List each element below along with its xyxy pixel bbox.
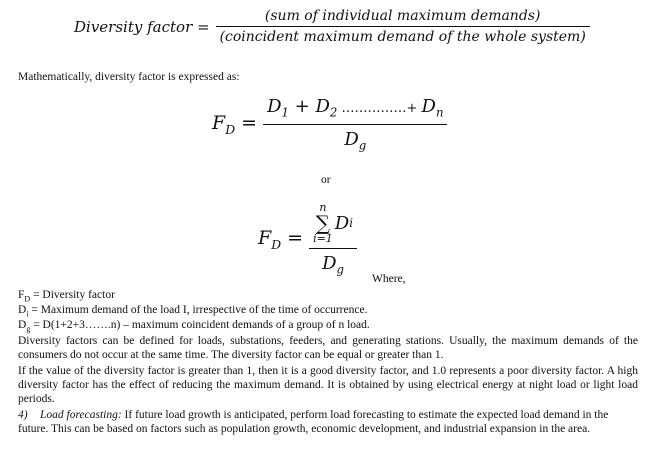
eq2-lhs-sub: D bbox=[271, 237, 282, 252]
eq2-equals: = bbox=[287, 226, 304, 249]
legend-text: = D(1+2+3…….n) – maximum coincident demands of a group of n load. bbox=[30, 319, 370, 331]
eq2-numerator bbox=[309, 202, 357, 248]
list-item-number: 4) bbox=[18, 409, 28, 421]
paragraph-good-diversity: If the value of the diversity factor is greater than 1, then it is a good diversity factor, and 1.0 represents a poor diversity factor. A high diversity factor has the effect of reducing the maximum demand. It is obtained by using electrical energy at night load or light load periods. bbox=[18, 365, 638, 405]
eq1-dots: ……………+ bbox=[337, 101, 422, 116]
eq2-fraction bbox=[309, 202, 357, 277]
eq1-equals: = bbox=[241, 111, 258, 134]
legend-dg bbox=[18, 319, 370, 335]
eq1-plus: + bbox=[288, 96, 316, 117]
legend-symbol: D bbox=[18, 319, 27, 331]
eq2-sum-upper: n bbox=[319, 201, 327, 214]
legend-symbol: D bbox=[18, 304, 27, 316]
eq1-dg-sub: g bbox=[358, 138, 367, 153]
eq1-d2: D bbox=[315, 96, 330, 117]
legend-fd bbox=[18, 289, 115, 305]
sigma-icon: ∑ bbox=[315, 211, 331, 235]
eq2-term-sub: i bbox=[349, 216, 353, 230]
equation-1 bbox=[212, 96, 447, 152]
eq2-denominator bbox=[318, 249, 348, 277]
list-item-lead: Load forecasting: bbox=[40, 409, 122, 421]
eq1-lhs-sub: D bbox=[225, 122, 236, 137]
eq1-dn-sub: n bbox=[435, 105, 444, 120]
eq2-summation bbox=[313, 202, 333, 244]
legend-sub: i bbox=[26, 309, 29, 319]
eq1-d2-sub: 2 bbox=[329, 105, 338, 120]
diversity-factor-formula bbox=[74, 8, 590, 45]
eq1-dg: D bbox=[344, 128, 359, 150]
list-item-load-forecasting bbox=[18, 408, 638, 436]
eq2-term: D bbox=[334, 212, 350, 234]
legend-text: = Maximum demand of the load I, irrespective of the time of occurrence. bbox=[28, 304, 368, 316]
legend-di bbox=[18, 304, 367, 320]
or-text: or bbox=[321, 174, 331, 186]
formula-numerator: (sum of individual maximum demands) bbox=[264, 8, 541, 24]
eq2-lhs bbox=[258, 227, 303, 252]
legend-symbol: F bbox=[18, 289, 25, 301]
legend-sub: D bbox=[24, 294, 31, 304]
legend-sub: g bbox=[26, 324, 31, 334]
eq1-denominator bbox=[340, 125, 370, 153]
eq1-numerator bbox=[263, 96, 447, 124]
where-text: Where, bbox=[372, 273, 406, 285]
formula-lhs: Diversity factor = bbox=[74, 17, 210, 36]
eq1-d1-sub: 1 bbox=[281, 105, 289, 120]
formula-fraction bbox=[216, 8, 590, 45]
list-item-text: If future load growth is anticipated, perform load forecasting to estimate the expected load demand in the future. This can be based on factors such as population growth, economic development, and industrial expansion in the area. bbox=[18, 409, 609, 435]
equation-2 bbox=[258, 202, 357, 277]
eq1-fraction bbox=[263, 96, 447, 152]
eq2-dg: D bbox=[322, 253, 337, 274]
eq1-d1: D bbox=[267, 96, 282, 117]
eq2-lhs-symbol: F bbox=[258, 226, 272, 249]
intro-text: Mathematically, diversity factor is expressed as: bbox=[18, 71, 240, 83]
eq1-dn: D bbox=[421, 96, 436, 117]
eq2-sum-lower: i=1 bbox=[313, 232, 333, 245]
eq1-lhs bbox=[212, 112, 257, 137]
eq2-dg-sub: g bbox=[336, 262, 344, 277]
formula-denominator: (coincident maximum demand of the whole system) bbox=[219, 29, 586, 45]
eq1-lhs-symbol: F bbox=[212, 111, 226, 134]
legend-text: = Diversity factor bbox=[30, 289, 115, 301]
paragraph-diversity-definition: Diversity factors can be defined for loads, substations, feeders, and generating stations. Usually, the maximum demands of the consumers do not occur at the same time. The diversity factor can be equal or greater than 1. bbox=[18, 335, 638, 361]
